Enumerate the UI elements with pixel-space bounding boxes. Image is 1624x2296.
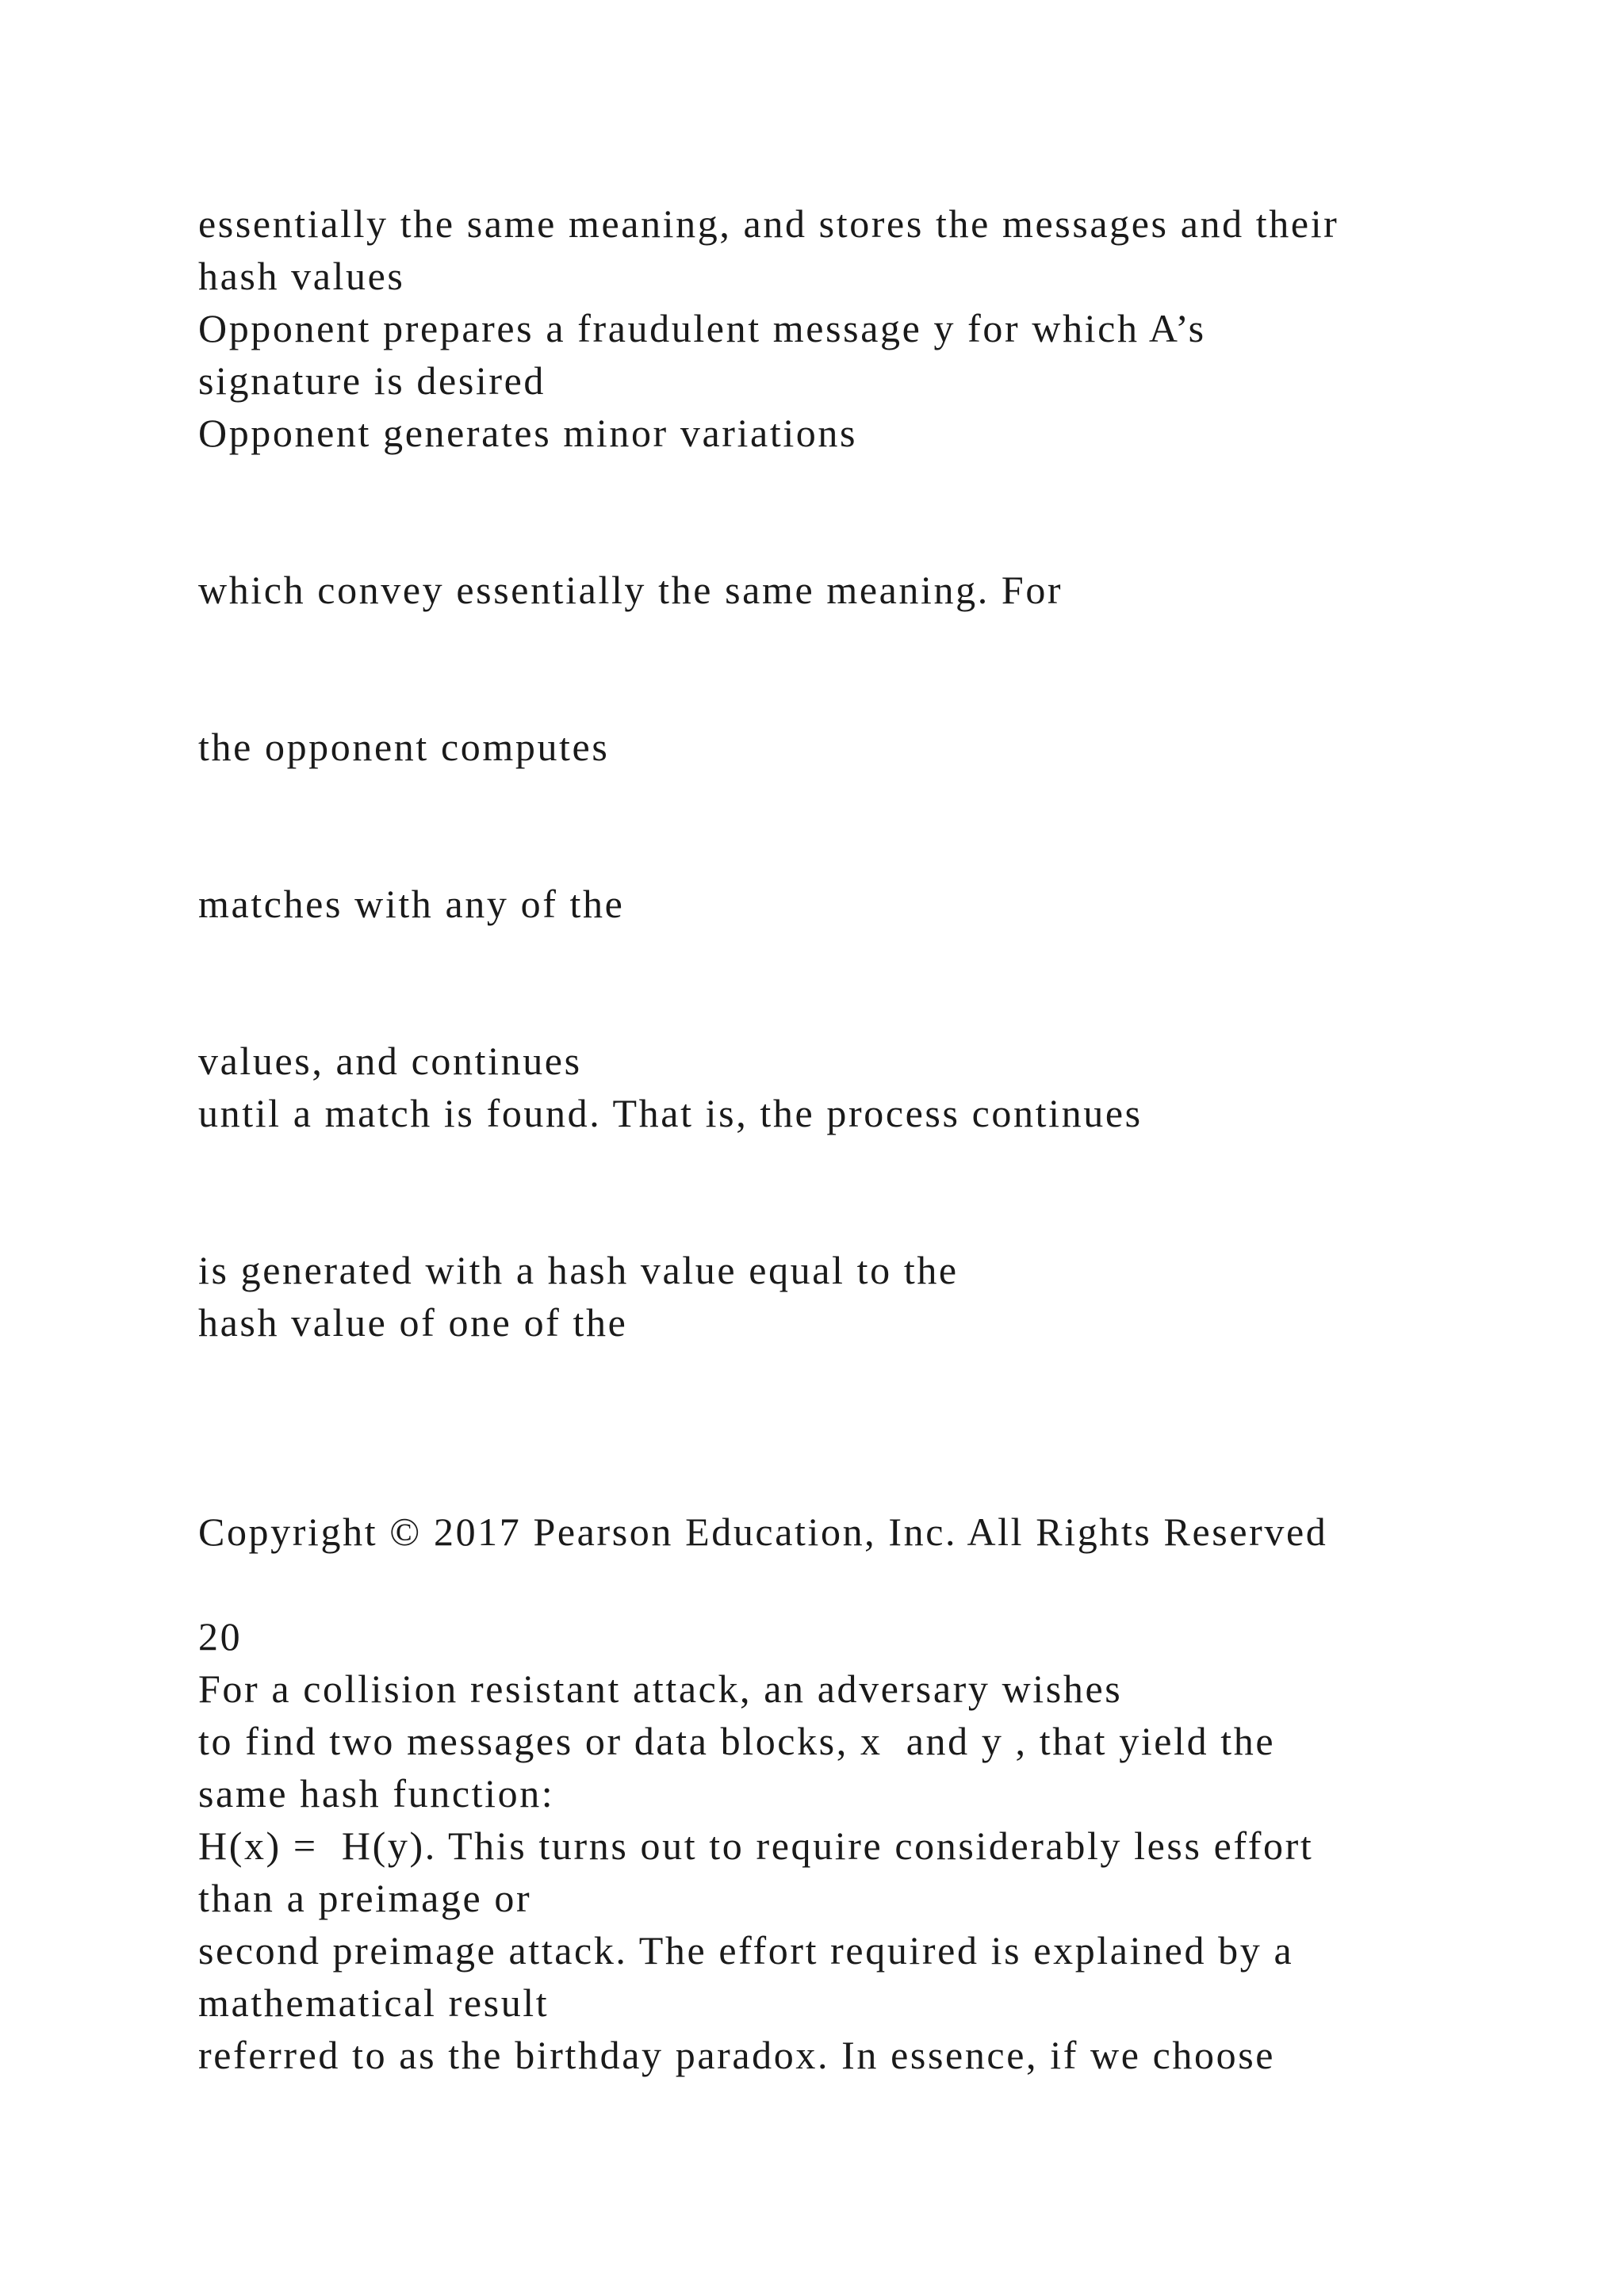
text-line: until a match is found. That is, the process continues: [198, 1091, 1143, 1135]
text-line: which convey essentially the same meaning. For: [198, 568, 1063, 612]
text-line: Opponent generates minor variations: [198, 411, 858, 455]
text-line: For a collision resistant attack, an adversary wishes: [198, 1667, 1123, 1711]
page-number: 20: [198, 1614, 243, 1659]
text-line: to find two messages or data blocks, x and y , that yield the: [198, 1719, 1276, 1763]
text-line: hash values: [198, 254, 405, 298]
text-line: same hash function:: [198, 1771, 555, 1816]
text-line: Opponent prepares a fraudulent message y for which A’s: [198, 306, 1206, 350]
text-line: H(x) = H(y). This turns out to require considerably less effort: [198, 1823, 1314, 1868]
text-line: is generated with a hash value equal to the: [198, 1248, 959, 1292]
text-line: than a preimage or: [198, 1876, 532, 1920]
text-line: essentially the same meaning, and stores the messages and their: [198, 201, 1339, 246]
text-line: second preimage attack. The effort required is explained by a: [198, 1928, 1294, 1973]
text-line: signature is desired: [198, 358, 546, 403]
text-line: values, and continues: [198, 1039, 582, 1083]
copyright-line: Copyright © 2017 Pearson Education, Inc. All Rights Reserved: [198, 1510, 1328, 1554]
text-line: hash value of one of the: [198, 1300, 628, 1345]
text-line: matches with any of the: [198, 882, 625, 926]
text-line: mathematical result: [198, 1980, 550, 2025]
text-line: the opponent computes: [198, 725, 610, 769]
text-line: referred to as the birthday paradox. In essence, if we choose: [198, 2033, 1276, 2077]
